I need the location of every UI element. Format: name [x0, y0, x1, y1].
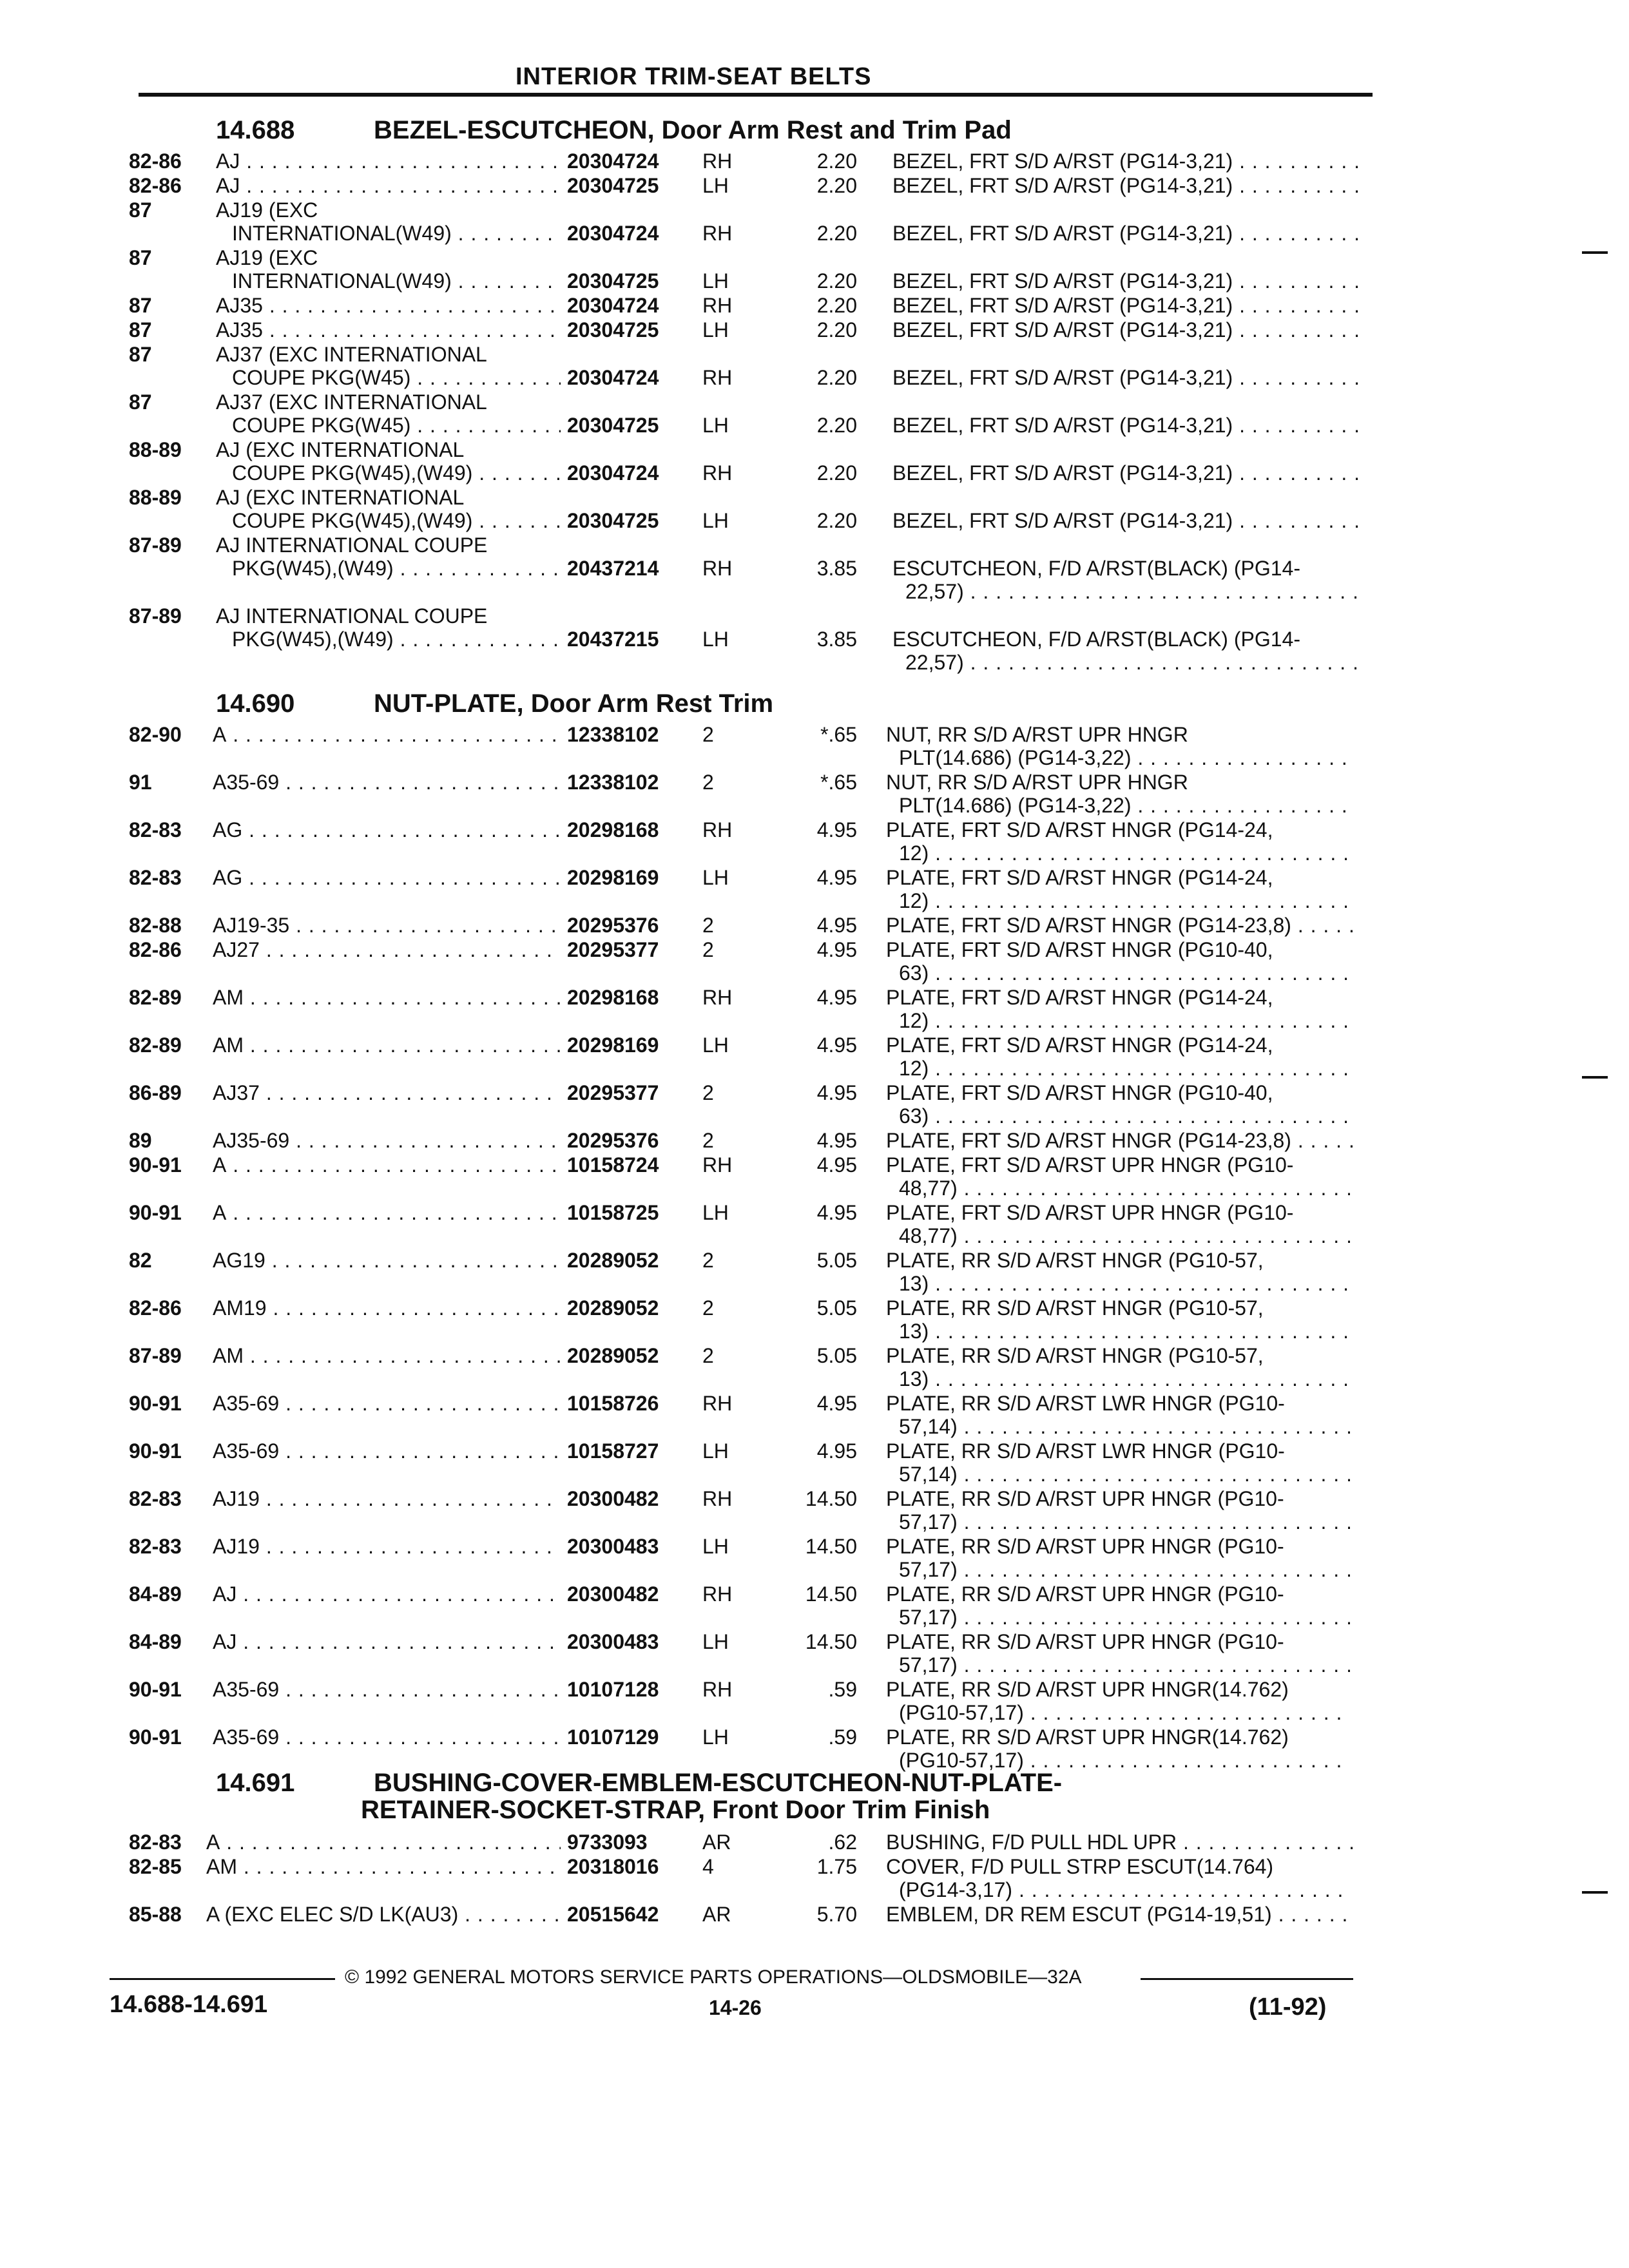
part-description: BEZEL, FRT S/D A/RST (PG14-3,21) . . . — [892, 174, 1363, 197]
model-code: AJ . . . — [213, 1582, 561, 1606]
price: 5.05 — [816, 1249, 857, 1272]
part-description-continuation: PLT(14.686) (PG14-3,22) . . . — [899, 794, 1350, 817]
part-number: 20304725 — [567, 414, 659, 437]
part-description: PLATE, FRT S/D A/RST HNGR (PG14-23,8) . . . — [886, 914, 1356, 937]
part-description: PLATE, RR S/D A/RST UPR HNGR (PG10- — [886, 1535, 1284, 1558]
model-code: A35-69 . . . — [213, 1392, 561, 1415]
price: *.65 — [820, 723, 857, 746]
footer-date: (11-92) — [1249, 1994, 1327, 2021]
part-description: PLATE, RR S/D A/RST HNGR (PG10-57, — [886, 1344, 1264, 1367]
part-description: PLATE, FRT S/D A/RST HNGR (PG14-24, — [886, 818, 1273, 841]
part-number: 20304725 — [567, 318, 659, 341]
model-year: 87 — [129, 294, 152, 317]
part-description: PLATE, RR S/D A/RST UPR HNGR (PG10- — [886, 1582, 1284, 1606]
model-code: AJ . . . — [216, 174, 561, 197]
part-description: BUSHING, F/D PULL HDL UPR . . . — [886, 1831, 1356, 1854]
model-code-continuation: COUPE PKG(W45) . . . — [232, 366, 561, 389]
part-number: 20295377 — [567, 938, 659, 961]
quantity: LH — [702, 1201, 729, 1224]
model-code: AJ19 . . . — [213, 1487, 561, 1510]
model-code: A . . . — [213, 1201, 561, 1224]
part-description-continuation: 22,57) . . . — [905, 580, 1356, 603]
part-number: 20304725 — [567, 509, 659, 532]
model-code: AJ35-69 . . . — [213, 1129, 561, 1152]
part-description-continuation: 63) . . . — [899, 961, 1350, 985]
model-code: AJ19 (EXC — [216, 198, 318, 222]
part-number: 20437215 — [567, 628, 659, 651]
model-year: 82-86 — [129, 149, 182, 173]
part-description-continuation: 13) . . . — [899, 1320, 1350, 1343]
model-code: AJ (EXC INTERNATIONAL — [216, 438, 465, 461]
part-number: 20318016 — [567, 1855, 659, 1878]
part-description-continuation: 57,17) . . . — [899, 1558, 1350, 1581]
part-number: 12338102 — [567, 723, 659, 746]
price: 4.95 — [816, 818, 857, 841]
model-code: AJ . . . — [216, 149, 561, 173]
margin-tick-mark — [1582, 1076, 1608, 1079]
part-description: PLATE, RR S/D A/RST LWR HNGR (PG10- — [886, 1392, 1285, 1415]
model-year: 82-83 — [129, 866, 182, 889]
quantity: LH — [702, 1439, 729, 1463]
part-description-continuation: 57,17) . . . — [899, 1653, 1350, 1677]
part-number: 20304724 — [567, 149, 659, 173]
section-number: 14.688 — [216, 116, 295, 144]
part-description-continuation: 22,57) . . . — [905, 651, 1356, 674]
model-year: 82-86 — [129, 1296, 182, 1320]
model-code: A (EXC ELEC S/D LK(AU3) . . . — [206, 1903, 561, 1926]
part-description-continuation: 63) . . . — [899, 1104, 1350, 1128]
section-heading — [0, 116, 1629, 148]
model-year: 87-89 — [129, 533, 182, 557]
page-header-title: INTERIOR TRIM-SEAT BELTS — [516, 63, 872, 90]
model-code: AJ35 . . . — [216, 318, 561, 341]
part-description: PLATE, FRT S/D A/RST UPR HNGR (PG10- — [886, 1153, 1294, 1177]
quantity: 2 — [702, 1129, 714, 1152]
quantity: LH — [702, 1033, 729, 1057]
part-description-continuation: 57,14) . . . — [899, 1463, 1350, 1486]
part-number: 20289052 — [567, 1296, 659, 1320]
price: 4.95 — [816, 1439, 857, 1463]
price: 14.50 — [805, 1535, 857, 1558]
quantity: LH — [702, 414, 729, 437]
part-description: PLATE, RR S/D A/RST HNGR (PG10-57, — [886, 1249, 1264, 1272]
quantity: AR — [702, 1831, 731, 1854]
model-code: AM . . . — [213, 986, 561, 1009]
price: 4.95 — [816, 938, 857, 961]
model-code-continuation: COUPE PKG(W45),(W49) . . . — [232, 461, 561, 485]
part-description-continuation: (PG10-57,17) . . . — [899, 1701, 1350, 1724]
quantity: RH — [702, 986, 733, 1009]
quantity: RH — [702, 461, 733, 485]
footer-page-number: 14-26 — [709, 1996, 762, 2019]
part-description: NUT, RR S/D A/RST UPR HNGR — [886, 771, 1188, 794]
model-year: 87-89 — [129, 604, 182, 628]
price: 2.20 — [816, 149, 857, 173]
part-number: 20300483 — [567, 1630, 659, 1653]
model-code: A35-69 . . . — [213, 1678, 561, 1701]
part-description: PLATE, FRT S/D A/RST UPR HNGR (PG10- — [886, 1201, 1294, 1224]
part-description: PLATE, FRT S/D A/RST HNGR (PG14-24, — [886, 866, 1273, 889]
price: 3.85 — [816, 628, 857, 651]
model-year: 82-83 — [129, 1535, 182, 1558]
quantity: LH — [702, 269, 729, 293]
model-year: 90-91 — [129, 1392, 182, 1415]
section-title: BUSHING-COVER-EMBLEM-ESCUTCHEON-NUT-PLATE- — [374, 1769, 1063, 1797]
model-year: 87 — [129, 246, 152, 269]
part-number: 20515642 — [567, 1903, 659, 1926]
part-description: BEZEL, FRT S/D A/RST (PG14-3,21) . . . — [892, 294, 1363, 317]
header-rule — [139, 93, 1373, 97]
part-number: 20289052 — [567, 1249, 659, 1272]
quantity: RH — [702, 1487, 733, 1510]
model-year: 82-83 — [129, 1831, 182, 1854]
model-year: 82-89 — [129, 986, 182, 1009]
part-description-continuation: (PG10-57,17) . . . — [899, 1749, 1350, 1772]
part-number: 20304725 — [567, 269, 659, 293]
model-code-continuation: INTERNATIONAL(W49) . . . — [232, 269, 561, 293]
model-year: 82-88 — [129, 914, 182, 937]
part-number: 20304725 — [567, 174, 659, 197]
price: 2.20 — [816, 461, 857, 485]
model-code: A35-69 . . . — [213, 771, 561, 794]
part-description: PLATE, FRT S/D A/RST HNGR (PG10-40, — [886, 1081, 1273, 1104]
quantity: 2 — [702, 914, 714, 937]
quantity: 4 — [702, 1855, 714, 1878]
part-description-continuation: 48,77) . . . — [899, 1224, 1350, 1247]
part-number: 10158727 — [567, 1439, 659, 1463]
model-code: AM . . . — [213, 1344, 561, 1367]
model-year: 86-89 — [129, 1081, 182, 1104]
model-year: 87 — [129, 343, 152, 366]
quantity: AR — [702, 1903, 731, 1926]
part-description-continuation: PLT(14.686) (PG14-3,22) . . . — [899, 746, 1350, 769]
section-title: BEZEL-ESCUTCHEON, Door Arm Rest and Trim Pad — [374, 116, 1012, 144]
price: 4.95 — [816, 914, 857, 937]
part-description: PLATE, FRT S/D A/RST HNGR (PG10-40, — [886, 938, 1273, 961]
part-description: PLATE, FRT S/D A/RST HNGR (PG14-24, — [886, 986, 1273, 1009]
model-code: AJ19 . . . — [213, 1535, 561, 1558]
part-description: NUT, RR S/D A/RST UPR HNGR — [886, 723, 1188, 746]
quantity: RH — [702, 1582, 733, 1606]
model-year: 82-83 — [129, 818, 182, 841]
model-year: 88-89 — [129, 486, 182, 509]
model-code: AJ . . . — [213, 1630, 561, 1653]
price: *.65 — [820, 771, 857, 794]
part-number: 20300482 — [567, 1582, 659, 1606]
part-description-continuation: 13) . . . — [899, 1272, 1350, 1295]
price: 4.95 — [816, 1392, 857, 1415]
footer-rule-right — [1141, 1978, 1353, 1980]
quantity: LH — [702, 318, 729, 341]
model-year: 90-91 — [129, 1725, 182, 1749]
quantity: LH — [702, 1630, 729, 1653]
price: .59 — [828, 1678, 857, 1701]
quantity: 2 — [702, 1249, 714, 1272]
model-code: AG19 . . . — [213, 1249, 561, 1272]
model-code: AG . . . — [213, 866, 561, 889]
part-number: 20300483 — [567, 1535, 659, 1558]
price: 3.85 — [816, 557, 857, 580]
part-description: PLATE, RR S/D A/RST UPR HNGR(14.762) — [886, 1725, 1289, 1749]
part-number: 10158726 — [567, 1392, 659, 1415]
part-description: EMBLEM, DR REM ESCUT (PG14-19,51) . . . — [886, 1903, 1356, 1926]
price: 2.20 — [816, 174, 857, 197]
price: 5.70 — [816, 1903, 857, 1926]
price: 1.75 — [816, 1855, 857, 1878]
part-number: 20295376 — [567, 1129, 659, 1152]
model-code: A35-69 . . . — [213, 1725, 561, 1749]
part-description: BEZEL, FRT S/D A/RST (PG14-3,21) . . . — [892, 149, 1363, 173]
quantity: LH — [702, 1725, 729, 1749]
section-number: 14.691 — [216, 1769, 295, 1797]
part-description-continuation: 12) . . . — [899, 841, 1350, 865]
quantity: LH — [702, 628, 729, 651]
model-code: A35-69 . . . — [213, 1439, 561, 1463]
price: 4.95 — [816, 1129, 857, 1152]
section-title: NUT-PLATE, Door Arm Rest Trim — [374, 689, 774, 718]
model-code-continuation: INTERNATIONAL(W49) . . . — [232, 222, 561, 245]
model-year: 82-90 — [129, 723, 182, 746]
part-description-continuation: 48,77) . . . — [899, 1177, 1350, 1200]
model-year: 85-88 — [129, 1903, 182, 1926]
footer-copyright: © 1992 GENERAL MOTORS SERVICE PARTS OPERATIONS—OLDSMOBILE—32A — [345, 1966, 1082, 1988]
model-code: A . . . — [213, 723, 561, 746]
part-number: 10158724 — [567, 1153, 659, 1177]
part-description: BEZEL, FRT S/D A/RST (PG14-3,21) . . . — [892, 461, 1363, 485]
quantity: RH — [702, 557, 733, 580]
price: 4.95 — [816, 986, 857, 1009]
model-year: 82-85 — [129, 1855, 182, 1878]
part-description: BEZEL, FRT S/D A/RST (PG14-3,21) . . . — [892, 269, 1363, 293]
part-number: 20304724 — [567, 222, 659, 245]
model-year: 87 — [129, 390, 152, 414]
model-code: AJ37 (EXC INTERNATIONAL — [216, 390, 487, 414]
price: 2.20 — [816, 269, 857, 293]
price: 2.20 — [816, 414, 857, 437]
part-description-continuation: 57,17) . . . — [899, 1606, 1350, 1629]
model-year: 82-86 — [129, 174, 182, 197]
model-code: AG . . . — [213, 818, 561, 841]
price: .62 — [828, 1831, 857, 1854]
quantity: LH — [702, 866, 729, 889]
quantity: RH — [702, 1153, 733, 1177]
part-number: 20304724 — [567, 461, 659, 485]
quantity: RH — [702, 818, 733, 841]
section-title-continuation: RETAINER-SOCKET-STRAP, Front Door Trim Finish — [361, 1796, 990, 1824]
model-code: AJ INTERNATIONAL COUPE — [216, 604, 488, 628]
model-code-continuation: PKG(W45),(W49) . . . — [232, 557, 561, 580]
model-code: AJ19 (EXC — [216, 246, 318, 269]
part-number: 20295376 — [567, 914, 659, 937]
part-description: PLATE, FRT S/D A/RST HNGR (PG14-23,8) . . . — [886, 1129, 1356, 1152]
model-year: 90-91 — [129, 1153, 182, 1177]
part-description: ESCUTCHEON, F/D A/RST(BLACK) (PG14- — [892, 628, 1300, 651]
part-description-continuation: 12) . . . — [899, 889, 1350, 912]
model-code: A . . . — [206, 1831, 561, 1854]
part-number: 9733093 — [567, 1831, 648, 1854]
model-year: 91 — [129, 771, 152, 794]
price: 4.95 — [816, 866, 857, 889]
price: 4.95 — [816, 1033, 857, 1057]
part-description: ESCUTCHEON, F/D A/RST(BLACK) (PG14- — [892, 557, 1300, 580]
model-code-continuation: PKG(W45),(W49) . . . — [232, 628, 561, 651]
model-year: 82-86 — [129, 938, 182, 961]
price: 2.20 — [816, 509, 857, 532]
part-description-continuation: 57,17) . . . — [899, 1510, 1350, 1533]
part-number: 12338102 — [567, 771, 659, 794]
price: 2.20 — [816, 366, 857, 389]
part-description-continuation: 57,14) . . . — [899, 1415, 1350, 1438]
model-code-continuation: COUPE PKG(W45),(W49) . . . — [232, 509, 561, 532]
part-number: 20298169 — [567, 866, 659, 889]
part-number: 20298168 — [567, 986, 659, 1009]
model-year: 84-89 — [129, 1582, 182, 1606]
part-description: PLATE, RR S/D A/RST UPR HNGR (PG10- — [886, 1487, 1284, 1510]
price: 5.05 — [816, 1344, 857, 1367]
model-year: 82 — [129, 1249, 152, 1272]
quantity: RH — [702, 1678, 733, 1701]
part-number: 20289052 — [567, 1344, 659, 1367]
footer-range: 14.688-14.691 — [110, 1991, 268, 2018]
price: 14.50 — [805, 1487, 857, 1510]
model-year: 84-89 — [129, 1630, 182, 1653]
part-description: PLATE, RR S/D A/RST UPR HNGR (PG10- — [886, 1630, 1284, 1653]
price: 4.95 — [816, 1201, 857, 1224]
margin-tick-mark — [1582, 251, 1608, 254]
model-code: AJ37 (EXC INTERNATIONAL — [216, 343, 487, 366]
part-description: BEZEL, FRT S/D A/RST (PG14-3,21) . . . — [892, 414, 1363, 437]
part-description: BEZEL, FRT S/D A/RST (PG14-3,21) . . . — [892, 222, 1363, 245]
model-year: 87 — [129, 318, 152, 341]
part-number: 20295377 — [567, 1081, 659, 1104]
model-year: 82-83 — [129, 1487, 182, 1510]
footer-rule-left — [110, 1978, 335, 1980]
part-number: 20437214 — [567, 557, 659, 580]
section-heading — [0, 689, 1629, 722]
part-number: 10158725 — [567, 1201, 659, 1224]
quantity: 2 — [702, 1081, 714, 1104]
part-description-continuation: 12) . . . — [899, 1057, 1350, 1080]
model-year: 90-91 — [129, 1678, 182, 1701]
model-year: 87-89 — [129, 1344, 182, 1367]
model-code: AJ (EXC INTERNATIONAL — [216, 486, 465, 509]
model-code: AM19 . . . — [213, 1296, 561, 1320]
part-description-continuation: (PG14-3,17) . . . — [899, 1878, 1350, 1901]
model-year: 90-91 — [129, 1201, 182, 1224]
price: 2.20 — [816, 222, 857, 245]
part-number: 10107128 — [567, 1678, 659, 1701]
model-year: 89 — [129, 1129, 152, 1152]
part-description-continuation: 13) . . . — [899, 1367, 1350, 1390]
price: 4.95 — [816, 1081, 857, 1104]
quantity: RH — [702, 222, 733, 245]
part-description: BEZEL, FRT S/D A/RST (PG14-3,21) . . . — [892, 366, 1363, 389]
quantity: 2 — [702, 938, 714, 961]
model-year: 90-91 — [129, 1439, 182, 1463]
quantity: LH — [702, 1535, 729, 1558]
price: .59 — [828, 1725, 857, 1749]
model-code: AJ37 . . . — [213, 1081, 561, 1104]
model-year: 87 — [129, 198, 152, 222]
quantity: LH — [702, 174, 729, 197]
part-description: BEZEL, FRT S/D A/RST (PG14-3,21) . . . — [892, 318, 1363, 341]
part-number: 10107129 — [567, 1725, 659, 1749]
part-description: BEZEL, FRT S/D A/RST (PG14-3,21) . . . — [892, 509, 1363, 532]
quantity: RH — [702, 149, 733, 173]
model-code: AJ35 . . . — [216, 294, 561, 317]
margin-tick-mark — [1582, 1891, 1608, 1894]
model-year: 88-89 — [129, 438, 182, 461]
part-number: 20300482 — [567, 1487, 659, 1510]
quantity: 2 — [702, 771, 714, 794]
quantity: LH — [702, 509, 729, 532]
part-description: PLATE, RR S/D A/RST LWR HNGR (PG10- — [886, 1439, 1285, 1463]
model-code-continuation: COUPE PKG(W45) . . . — [232, 414, 561, 437]
price: 2.20 — [816, 294, 857, 317]
price: 2.20 — [816, 318, 857, 341]
quantity: RH — [702, 366, 733, 389]
part-description: PLATE, RR S/D A/RST HNGR (PG10-57, — [886, 1296, 1264, 1320]
model-year: 82-89 — [129, 1033, 182, 1057]
quantity: 2 — [702, 1296, 714, 1320]
part-number: 20304724 — [567, 294, 659, 317]
model-code: AJ INTERNATIONAL COUPE — [216, 533, 488, 557]
model-code: AM . . . — [206, 1855, 561, 1878]
part-description: PLATE, RR S/D A/RST UPR HNGR(14.762) — [886, 1678, 1289, 1701]
model-code: AJ19-35 . . . — [213, 914, 561, 937]
section-title-line2 — [0, 1796, 1629, 1828]
quantity: RH — [702, 1392, 733, 1415]
price: 5.05 — [816, 1296, 857, 1320]
price: 14.50 — [805, 1630, 857, 1653]
part-number: 20304724 — [567, 366, 659, 389]
part-number: 20298169 — [567, 1033, 659, 1057]
quantity: 2 — [702, 723, 714, 746]
part-description: PLATE, FRT S/D A/RST HNGR (PG14-24, — [886, 1033, 1273, 1057]
part-number: 20298168 — [567, 818, 659, 841]
part-description-continuation: 12) . . . — [899, 1009, 1350, 1032]
part-description: COVER, F/D PULL STRP ESCUT(14.764) — [886, 1855, 1274, 1878]
quantity: 2 — [702, 1344, 714, 1367]
price: 14.50 — [805, 1582, 857, 1606]
section-number: 14.690 — [216, 689, 295, 718]
model-code: AM . . . — [213, 1033, 561, 1057]
model-code: A . . . — [213, 1153, 561, 1177]
quantity: RH — [702, 294, 733, 317]
price: 4.95 — [816, 1153, 857, 1177]
model-code: AJ27 . . . — [213, 938, 561, 961]
